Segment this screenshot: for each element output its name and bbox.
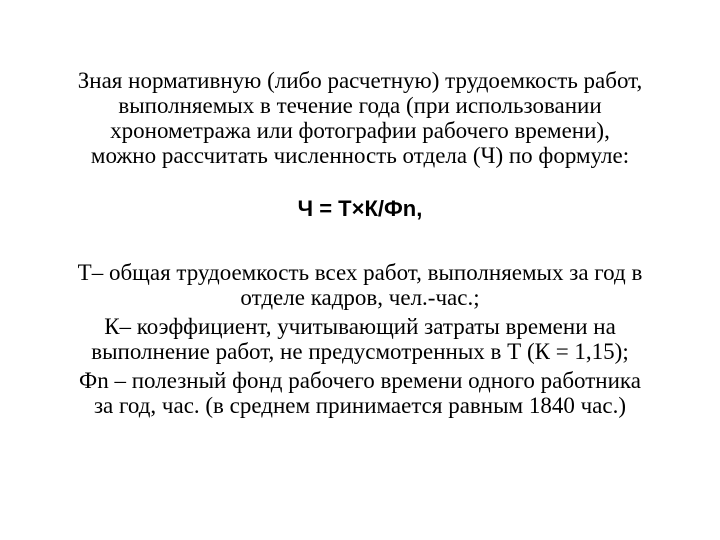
formula: Ч = Т×К/Фn, — [297, 196, 423, 221]
intro-line-1: Зная нормативную (либо расчетную) трудоемкость работ, — [77, 68, 643, 93]
definition-line-4: выполнение работ, не предусмотренных в Т (К = 1,15); — [91, 339, 629, 364]
definition-line-6: за год, час. (в среднем принимается равным 1840 час.) — [93, 393, 627, 418]
intro-line-3: хронометража или фотографии рабочего времени), — [110, 118, 610, 143]
intro-line-4: можно рассчитать численность отдела (Ч) по формуле: — [90, 143, 630, 168]
definition-line-5: Фn – полезный фонд рабочего времени одного работника — [79, 368, 641, 393]
definition-line-1: Т– общая трудоемкость всех работ, выполняемых за год в — [77, 260, 643, 285]
intro-line-2: выполняемых в течение года (при использовании — [118, 93, 602, 118]
definition-line-2: отделе кадров, чел.-час.; — [240, 285, 480, 310]
definition-line-3: К– коэффициент, учитывающий затраты времени на — [104, 314, 616, 339]
